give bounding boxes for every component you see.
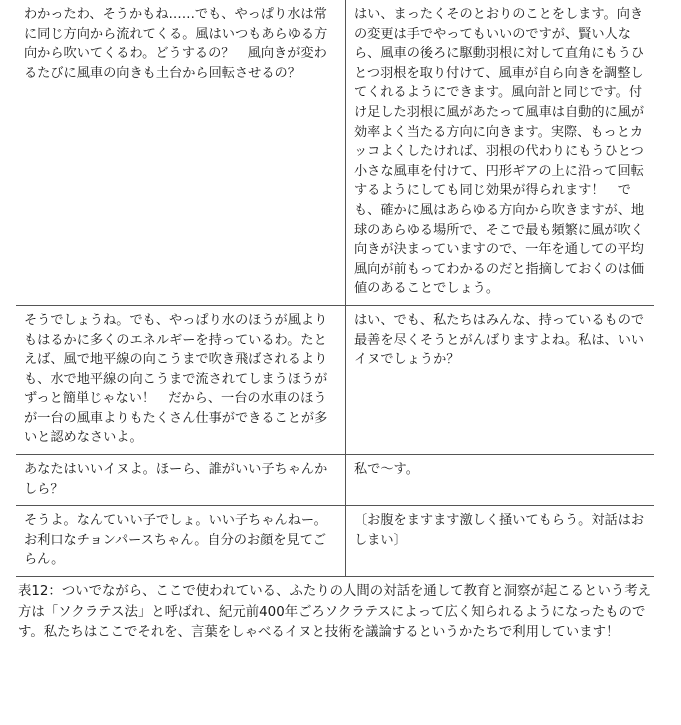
speaker-dog-cell: 私で〜す。 (346, 455, 655, 506)
table-row (16, 0, 654, 305)
page (16, 0, 654, 644)
speaker-human-cell: わかったわ、そうかもね……でも、やっぱり水は常に同じ方向から流れてくる。風はいつもあらゆる方向から吹いてくるわ。どうするの？ 風向きが変わるたびに風車の向きも土台から回転させるの？ (16, 0, 346, 305)
table-row (16, 305, 654, 454)
speaker-dog-cell: はい、でも、私たちはみんな、持っているもので最善を尽くそうとがんばりますよね。私は、いいイヌでしょうか？ (346, 305, 655, 454)
speaker-human-cell: そうでしょうね。でも、やっぱり水のほうが風よりもはるかに多くのエネルギーを持っているわ。たとえば、風で地平線の向こうまで吹き飛ばされるよりも、水で地平線の向こうまで流されてしまうほうがずっと簡単じゃない！ だから、一台の水車のほうが一台の風車よりもたくさん仕事ができることが多いと認めなさいよ。 (16, 305, 346, 454)
speaker-human-cell: そうよ。なんていい子でしょ。いい子ちゃんねー。お利口なチョンパースちゃん。自分のお顔を見てごらん。 (16, 506, 346, 577)
speaker-dog-cell: はい、まったくそのとおりのことをします。向きの変更は手でやってもいいのですが、賢い人なら、風車の後ろに駆動羽根に対して直角にもうひとつ羽根を取り付けて、風車が自ら向きを調整してくれるようにできます。風向計と同じです。付け足した羽根に風があたって風車は自動的に風が効率よく当たる方向に向きます。実際、もっとカッコよくしたければ、羽根の代わりにもうひとつ小さな風車を付けて、円形ギアの上に沿って回転するようにしても同じ効果が得られます！ でも、確かに風はあらゆる方向から吹きますが、地球のあらゆる場所で、そこで最も頻繁に風が吹く向きが決まっていますので、一年を通しての平均風向が前もってわかるのだと指摘しておくのは価値のあることでしょう。 (346, 0, 655, 305)
table-row (16, 455, 654, 506)
table-row (16, 506, 654, 577)
speaker-dog-cell: 〔お腹をますます激しく掻いてもらう。対話はおしまい〕 (346, 506, 655, 577)
dialogue-table (16, 0, 654, 577)
table-caption: 表12：ついでながら、ここで使われている、ふたりの人間の対話を通して教育と洞察が起こるという考え方は「ソクラテス法」と呼ばれ、紀元前400年ごろソクラテスによって広く知られるようになったものです。私たちはここでそれを、言葉をしゃべるイヌと技術を議論するというかたちで利用しています！ (18, 584, 652, 641)
speaker-human-cell: あなたはいいイヌよ。ほーら、誰がいい子ちゃんかしら？ (16, 455, 346, 506)
